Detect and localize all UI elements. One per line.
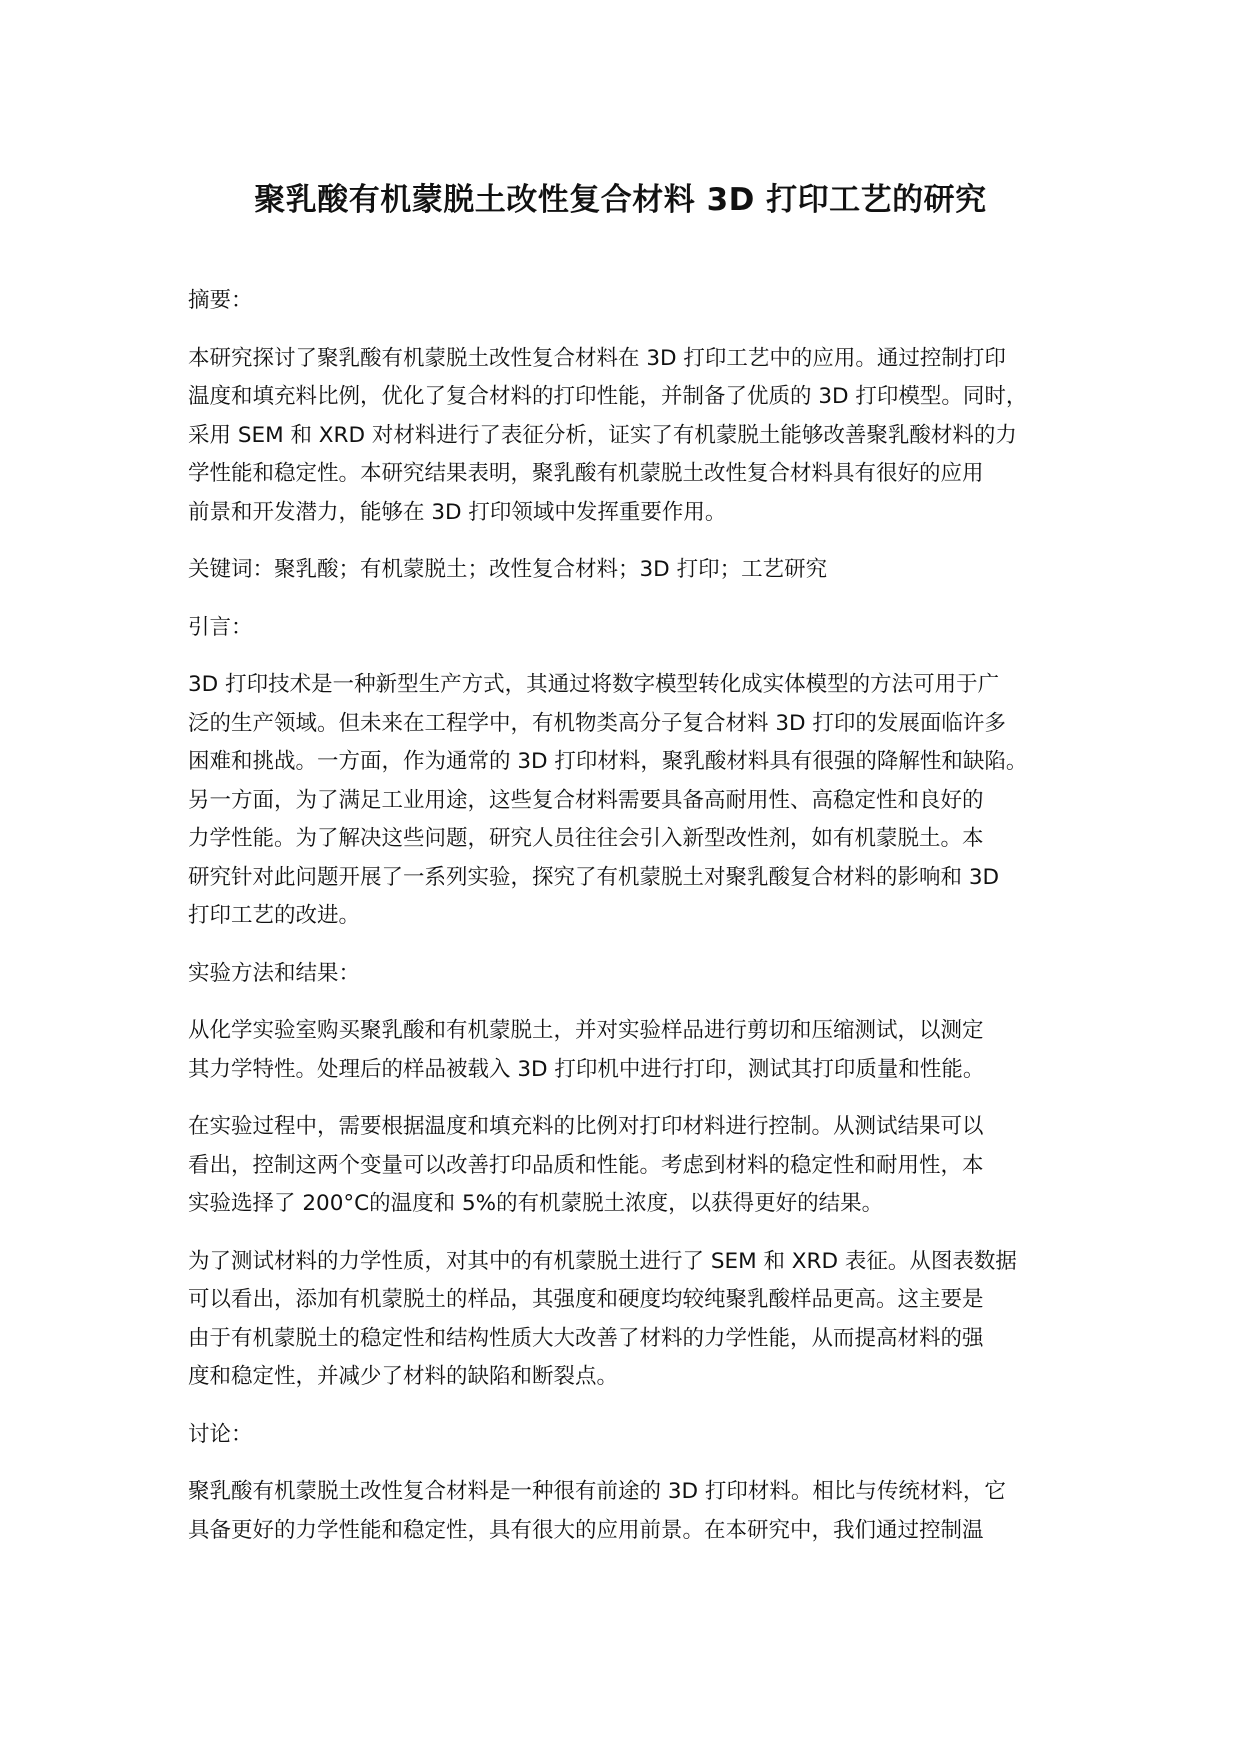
- introduction-heading: 引言：: [188, 614, 253, 640]
- methods-line: 其力学特性。处理后的样品被载入 3D 打印机中进行打印，测试其打印质量和性能。: [188, 1056, 985, 1082]
- abstract-line: 本研究探讨了聚乳酸有机蒙脱土改性复合材料在 3D 打印工艺中的应用。通过控制打印: [188, 345, 1006, 371]
- introduction-line: 另一方面，为了满足工业用途，这些复合材料需要具备高耐用性、高稳定性和良好的: [188, 787, 984, 813]
- introduction-line: 困难和挑战。一方面，作为通常的 3D 打印材料，聚乳酸材料具有很强的降解性和缺陷。: [188, 749, 1028, 774]
- discussion-line: 聚乳酸有机蒙脱土改性复合材料是一种很有前途的 3D 打印材料。相比与传统材料，它: [188, 1479, 1006, 1504]
- abstract-line: 学性能和稳定性。本研究结果表明，聚乳酸有机蒙脱土改性复合材料具有很好的应用: [188, 461, 984, 486]
- methods-line: 从化学实验室购买聚乳酸和有机蒙脱土，并对实验样品进行剪切和压缩测试，以测定: [188, 1018, 984, 1043]
- introduction-line: 研究针对此问题开展了一系列实验，探究了有机蒙脱土对聚乳酸复合材料的影响和 3D: [188, 864, 1000, 890]
- methods-heading: 实验方法和结果：: [188, 960, 361, 986]
- introduction-line: 3D 打印技术是一种新型生产方式，其通过将数字模型转化成实体模型的方法可用于广: [188, 672, 1000, 697]
- abstract-line: 前景和开发潜力，能够在 3D 打印领域中发挥重要作用。: [188, 499, 727, 525]
- abstract-heading: 摘要：: [188, 288, 253, 313]
- introduction-line: 打印工艺的改进。: [188, 903, 361, 928]
- document-title: 聚乳酸有机蒙脱土改性复合材料 3D 打印工艺的研究: [254, 182, 987, 218]
- discussion-line: 具备更好的力学性能和稳定性，具有很大的应用前景。在本研究中，我们通过控制温: [188, 1517, 984, 1543]
- introduction-line: 泛的生产领域。但未来在工程学中，有机物类高分子复合材料 3D 打印的发展面临许多: [188, 710, 1006, 736]
- abstract-line: 采用 SEM 和 XRD 对材料进行了表征分析，证实了有机蒙脱土能够改善聚乳酸材料的力: [188, 422, 1017, 448]
- abstract-line: 温度和填充料比例，优化了复合材料的打印性能，并制备了优质的 3D 打印模型。同时，: [188, 384, 1028, 409]
- methods-line: 在实验过程中，需要根据温度和填充料的比例对打印材料进行控制。从测试结果可以: [188, 1114, 984, 1139]
- document-body: [188, 282, 1068, 1550]
- results-line: 由于有机蒙脱土的稳定性和结构性质大大改善了材料的力学性能，从而提高材料的强: [188, 1325, 984, 1351]
- results-line: 为了测试材料的力学性质，对其中的有机蒙脱土进行了 SEM 和 XRD 表征。从图表数据: [188, 1248, 1017, 1274]
- methods-line: 实验选择了 200°C的温度和 5%的有机蒙脱土浓度，以获得更好的结果。: [188, 1191, 884, 1216]
- results-line: 可以看出，添加有机蒙脱土的样品，其强度和硬度均较纯聚乳酸样品更高。这主要是: [188, 1287, 984, 1312]
- keywords-line: 关键词：聚乳酸；有机蒙脱土；改性复合材料；3D 打印；工艺研究: [188, 557, 828, 582]
- results-line: 度和稳定性，并减少了材料的缺陷和断裂点。: [188, 1364, 619, 1389]
- methods-line: 看出，控制这两个变量可以改善打印品质和性能。考虑到材料的稳定性和耐用性，本: [188, 1152, 984, 1178]
- discussion-heading: 讨论：: [188, 1421, 253, 1447]
- introduction-line: 力学性能。为了解决这些问题，研究人员往往会引入新型改性剂，如有机蒙脱土。本: [188, 826, 984, 851]
